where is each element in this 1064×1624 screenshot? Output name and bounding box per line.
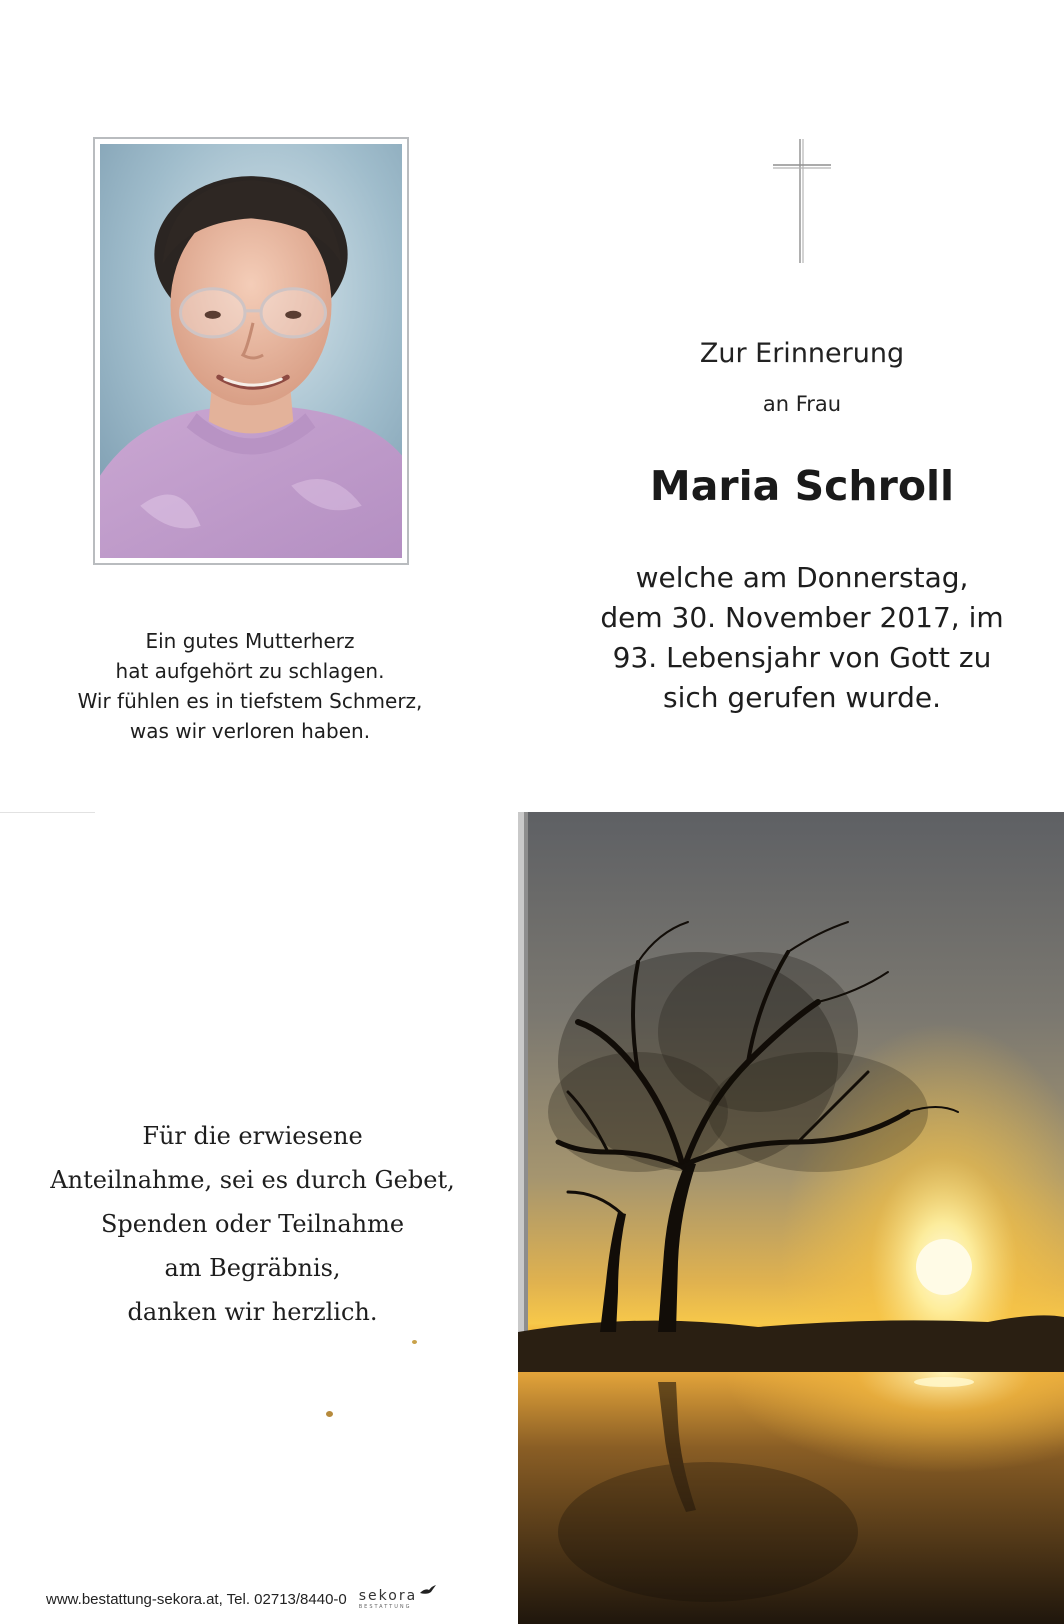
thanks-line: Für die erwiesene: [142, 1122, 363, 1150]
poem: [40, 626, 460, 746]
death-notice: [560, 558, 1044, 718]
remembrance-subtitle: an Frau: [762, 392, 842, 416]
deceased-name: Maria Schroll: [649, 462, 955, 510]
portrait-frame: [93, 137, 409, 565]
logo-sub: BESTATTUNG: [358, 1604, 412, 1610]
poem-line: Wir fühlen es in tiefstem Schmerz,: [77, 689, 423, 713]
poem-line: was wir verloren haben.: [129, 719, 371, 743]
death-notice-line: welche am Donnerstag,: [635, 561, 969, 594]
death-notice-line: dem 30. November 2017, im: [600, 601, 1004, 634]
death-notice-line: sich gerufen wurde.: [663, 681, 941, 714]
thanks-line: Spenden oder Teilnahme: [100, 1210, 405, 1238]
fold-mark: [0, 812, 95, 813]
thanks-line: am Begräbnis,: [164, 1254, 341, 1282]
thanks-line: Anteilnahme, sei es durch Gebet,: [50, 1166, 455, 1194]
footer-contact: www.bestattung-sekora.at, Tel. 02713/8440-0: [46, 1590, 347, 1608]
portrait-photo: [100, 144, 402, 558]
death-notice-line: 93. Lebensjahr von Gott zu: [612, 641, 992, 674]
poem-line: hat aufgehört zu schlagen.: [115, 659, 385, 683]
sekora-logo: [359, 1588, 417, 1610]
footer: [46, 1587, 417, 1611]
paper-speck: [412, 1340, 417, 1344]
remembrance-title: Zur Erinnerung: [699, 338, 905, 369]
thanks-text: [40, 1114, 465, 1334]
cross-icon: [770, 137, 834, 265]
bird-icon: [419, 1584, 437, 1596]
poem-line: Ein gutes Mutterherz: [145, 629, 355, 653]
logo-word: sekora: [358, 1588, 418, 1604]
sunset-photo: [518, 812, 1064, 1624]
thanks-line: danken wir herzlich.: [127, 1298, 378, 1326]
paper-speck: [326, 1411, 333, 1417]
